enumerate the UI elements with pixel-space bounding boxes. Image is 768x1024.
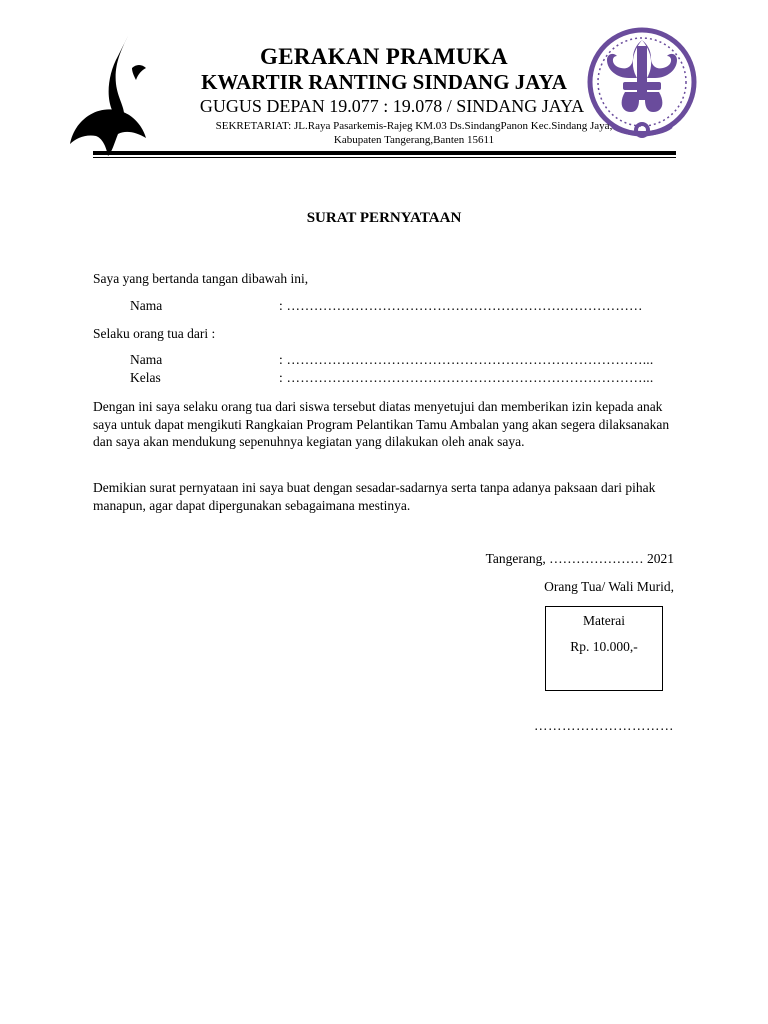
header-rule-thick [93,151,676,155]
stamp-label: Materai [583,613,625,628]
signer-title: Orang Tua/ Wali Murid, [544,579,674,594]
child-class-field: : ……………………………………………………………………... [279,370,654,385]
gugus-depan-text: GUGUS DEPAN 19.077 : 19.078 / SINDANG JAYA [199,96,585,116]
stamp-box [545,606,663,691]
intro-text: Saya yang bertanda tangan dibawah ini, [93,271,309,286]
svg-text:★: ★ [659,59,667,68]
place-date: Tangerang, ………………… 2021 [485,551,674,566]
document-title: SURAT PERNYATAAN [306,210,462,226]
kwartir-name: KWARTIR RANTING SINDANG JAYA [201,70,567,94]
address-line-1: SEKRETARIAT: JL.Raya Pasarkemis-Rajeg KM.03 Ds.SindangPanon Kec.Sindang Jaya, [215,120,613,132]
svg-text:★: ★ [619,59,627,68]
closing-paragraph: Demikian surat pernyataan ini saya buat dengan sesadar-sadarnya serta tanpa adanya paksaan dari pihak manapun, agar dapat dipergunakan sebagaimana mestinya. [93,480,656,513]
stamp-value: Rp. 10.000,- [570,639,638,654]
child-class-label: Kelas [130,370,161,385]
address [0,119,768,147]
child-name-field: : ……………………………………………………………………... [279,352,654,367]
consent-paragraph: Dengan ini saya selaku orang tua dari siswa tersebut diatas menyetujui dan memberikan izin kepada anak saya untuk dapat mengikuti Rangkaian Program Pelantikan Tamu Ambalan yang akan segera dilaksanakan dan saya akan mendukung sepenuhnya kegiatan yang dilakukan oleh anak saya. [93,399,670,449]
org-name: GERAKAN PRAMUKA [260,44,508,69]
address-line-2: Kabupaten Tangerang,Banten 15611 [333,134,495,146]
parent-name-field: : …………………………………………………………………… [279,298,643,313]
gugus-depan [0,96,768,117]
header-rule-thin [93,157,676,158]
signature-line: ………………………… [534,718,674,733]
as-parent-of-text: Selaku orang tua dari : [93,326,216,341]
parent-name-label: Nama [130,298,163,313]
child-name-label: Nama [130,352,163,367]
